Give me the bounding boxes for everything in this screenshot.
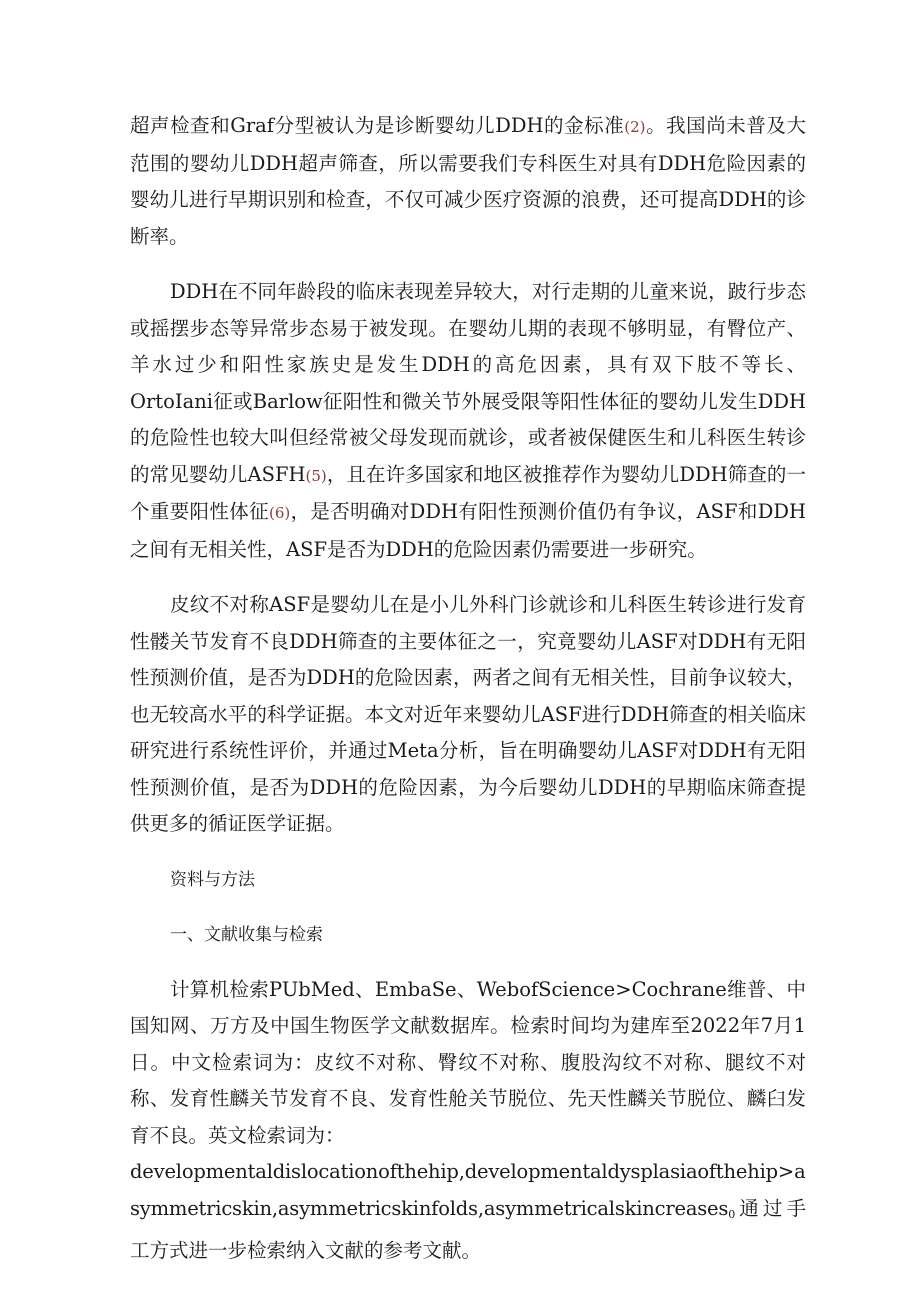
citation-5: (5) (305, 466, 327, 485)
paragraph-2 (130, 274, 806, 568)
paragraph-3: 皮纹不对称ASF是婴幼儿在是小儿外科门诊就诊和儿科医生转诊进行发育性髅关节发育不良DDH筛查的主要体征之一，究竟婴幼儿ASF对DDH有无阳性预测价值，是否为DDH的危险因素，两者之间有无相关性，目前争议较大，也无较高水平的科学证据。本文对近年来婴幼儿ASF进行DDH筛查的相关临床研究进行系统性评价，并通过Meta分析，旨在明确婴幼儿ASF对DDH有无阳性预测价值，是否为DDH的危险因素，为今后婴幼儿DDH的早期临床筛查提供更多的循证医学证据。 (130, 593, 806, 835)
paragraph-2-text-c: ，是否明确对DDH有阳性预测价值仍有争议，ASF和DDH之间有无相关性，ASF是否为DDH的危险因素仍需要进一步研究。 (130, 500, 806, 561)
paragraph-2-text-a: DDH在不同年龄段的临床表现差异较大，对行走期的儿童来说，跛行步态或摇摆步态等异常步态易于被发现。在婴幼儿期的表现不够明显，有臀位产、羊水过少和阳性家族史是发生DDH的高危因素，具有双下肢不等长、OrtoIani征或Barlow征阳性和微关节外展受限等阳性体征的婴幼儿发生DDH的危险性也较大叫但经常被父母发现而就诊，或者被保健医生和儿科医生转诊的常见婴幼儿ASFH (130, 280, 806, 486)
paragraph-1-text-a: 超声检查和Graf分型被认为是诊断婴幼儿DDH的金标准 (130, 114, 625, 137)
paragraph-5 (130, 1154, 806, 1270)
subsection-heading-literature-search: 一、文献收集与检索 (170, 924, 323, 945)
citation-2: (2) (624, 118, 646, 136)
document-page (130, 108, 806, 1289)
english-search-terms: developmentaldislocationofthehip,developmentaldysplasiaofthehip>asymmetricskin,asymmetricskinfolds,asymmetricalskincreases (130, 1160, 806, 1220)
paragraph-1 (130, 108, 806, 255)
paragraph-5-tail: 通过手工方式进一步检索纳入文献的参考文献。 (130, 1196, 806, 1262)
citation-6: (6) (268, 504, 291, 522)
paragraph-4: 计算机检索PUbMed、EmbaSe、WebofScience>Cochrane维普、中国知网、万方及中国生物医学文献数据库。检索时间均为建库至2022年7月1日。中文检索词为：皮纹不对称、臀纹不对称、腹股沟纹不对称、腿纹不对称、发育性麟关节发育不良、发育性舱关节脱位、先天性麟关节脱位、麟臼发育不良。英文检索词为： (130, 977, 806, 1147)
subscript-zero: 0 (728, 1207, 736, 1221)
section-heading-methods: 资料与方法 (170, 869, 255, 890)
paragraph-1-text-b: 。我国尚未普及大范围的婴幼儿DDH超声筛查，所以需要我们专科医生对具有DDH危险因素的婴幼儿进行早期识别和检查，不仅可减少医疗资源的浪费，还可提高DDH的诊断率。 (130, 114, 806, 248)
paragraph-2-text-b: ，且在许多国家和地区被推荐作为婴幼儿DDH筛查的一个重要阳性体征 (130, 462, 806, 523)
